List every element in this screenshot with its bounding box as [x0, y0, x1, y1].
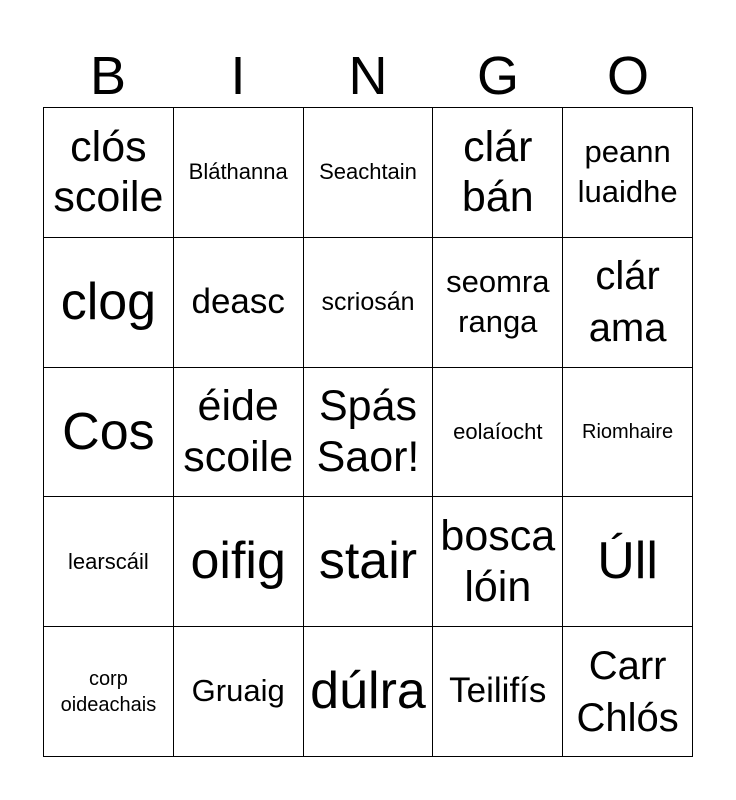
cell-text: corp oideachais	[60, 667, 157, 716]
cell-text: seomra ranga	[446, 263, 550, 340]
bingo-cell[interactable]	[44, 368, 174, 498]
cell-text: Teilifís	[449, 671, 547, 711]
cell-text: oifig	[190, 532, 286, 591]
cell-text: scriosán	[321, 288, 415, 317]
free-space-text: Spás Saor!	[316, 382, 420, 481]
cell-text: stair	[318, 532, 418, 591]
bingo-cell[interactable]	[304, 627, 434, 757]
bingo-cell[interactable]	[563, 238, 693, 368]
bingo-cell[interactable]	[44, 238, 174, 368]
bingo-cell[interactable]	[433, 368, 563, 498]
cell-text: Seachtain	[319, 159, 417, 185]
header-letter-g: G	[476, 46, 519, 106]
cell-text: Gruaig	[191, 673, 285, 709]
bingo-cell[interactable]	[563, 108, 693, 238]
cell-text: deasc	[191, 282, 285, 322]
bingo-cell[interactable]	[563, 368, 693, 498]
bingo-cell[interactable]	[433, 497, 563, 627]
bingo-cell[interactable]	[433, 627, 563, 757]
header-letter-b: B	[89, 46, 127, 106]
cell-text: eolaíocht	[453, 418, 543, 444]
bingo-cell[interactable]	[174, 238, 304, 368]
header-letter-o: O	[606, 46, 649, 106]
bingo-cell[interactable]	[44, 627, 174, 757]
bingo-cell[interactable]	[174, 108, 304, 238]
cell-text: clár bán	[461, 122, 534, 222]
cell-text: peann luaidhe	[577, 134, 678, 210]
cell-text: Cos	[62, 402, 155, 461]
bingo-cell[interactable]	[304, 108, 434, 238]
cell-text: Bláthanna	[188, 159, 288, 185]
bingo-cell[interactable]	[44, 108, 174, 238]
cell-text: learscáil	[68, 548, 149, 574]
bingo-board	[43, 107, 693, 757]
cell-text: Carr Chlós	[576, 643, 679, 740]
header-letter-i: I	[230, 46, 246, 106]
free-space-cell[interactable]	[304, 368, 434, 498]
bingo-cell[interactable]	[44, 497, 174, 627]
bingo-cell[interactable]	[174, 497, 304, 627]
bingo-cell[interactable]	[563, 627, 693, 757]
bingo-cell[interactable]	[304, 238, 434, 368]
cell-text: clár ama	[588, 254, 667, 351]
bingo-cell[interactable]	[433, 238, 563, 368]
bingo-cell[interactable]	[304, 497, 434, 627]
cell-text: Úll	[597, 532, 658, 591]
bingo-header	[43, 44, 693, 108]
cell-text: clós scoile	[53, 122, 164, 222]
bingo-cell[interactable]	[433, 108, 563, 238]
cell-text: clog	[60, 272, 157, 331]
bingo-cell[interactable]	[174, 368, 304, 498]
cell-text: bosca lóin	[440, 512, 556, 611]
bingo-cell[interactable]	[174, 627, 304, 757]
cell-text: Riomhaire	[582, 420, 674, 443]
cell-text: éide scoile	[183, 382, 294, 481]
cell-text: dúlra	[310, 662, 426, 721]
header-letter-n: N	[348, 46, 388, 106]
bingo-cell[interactable]	[563, 497, 693, 627]
